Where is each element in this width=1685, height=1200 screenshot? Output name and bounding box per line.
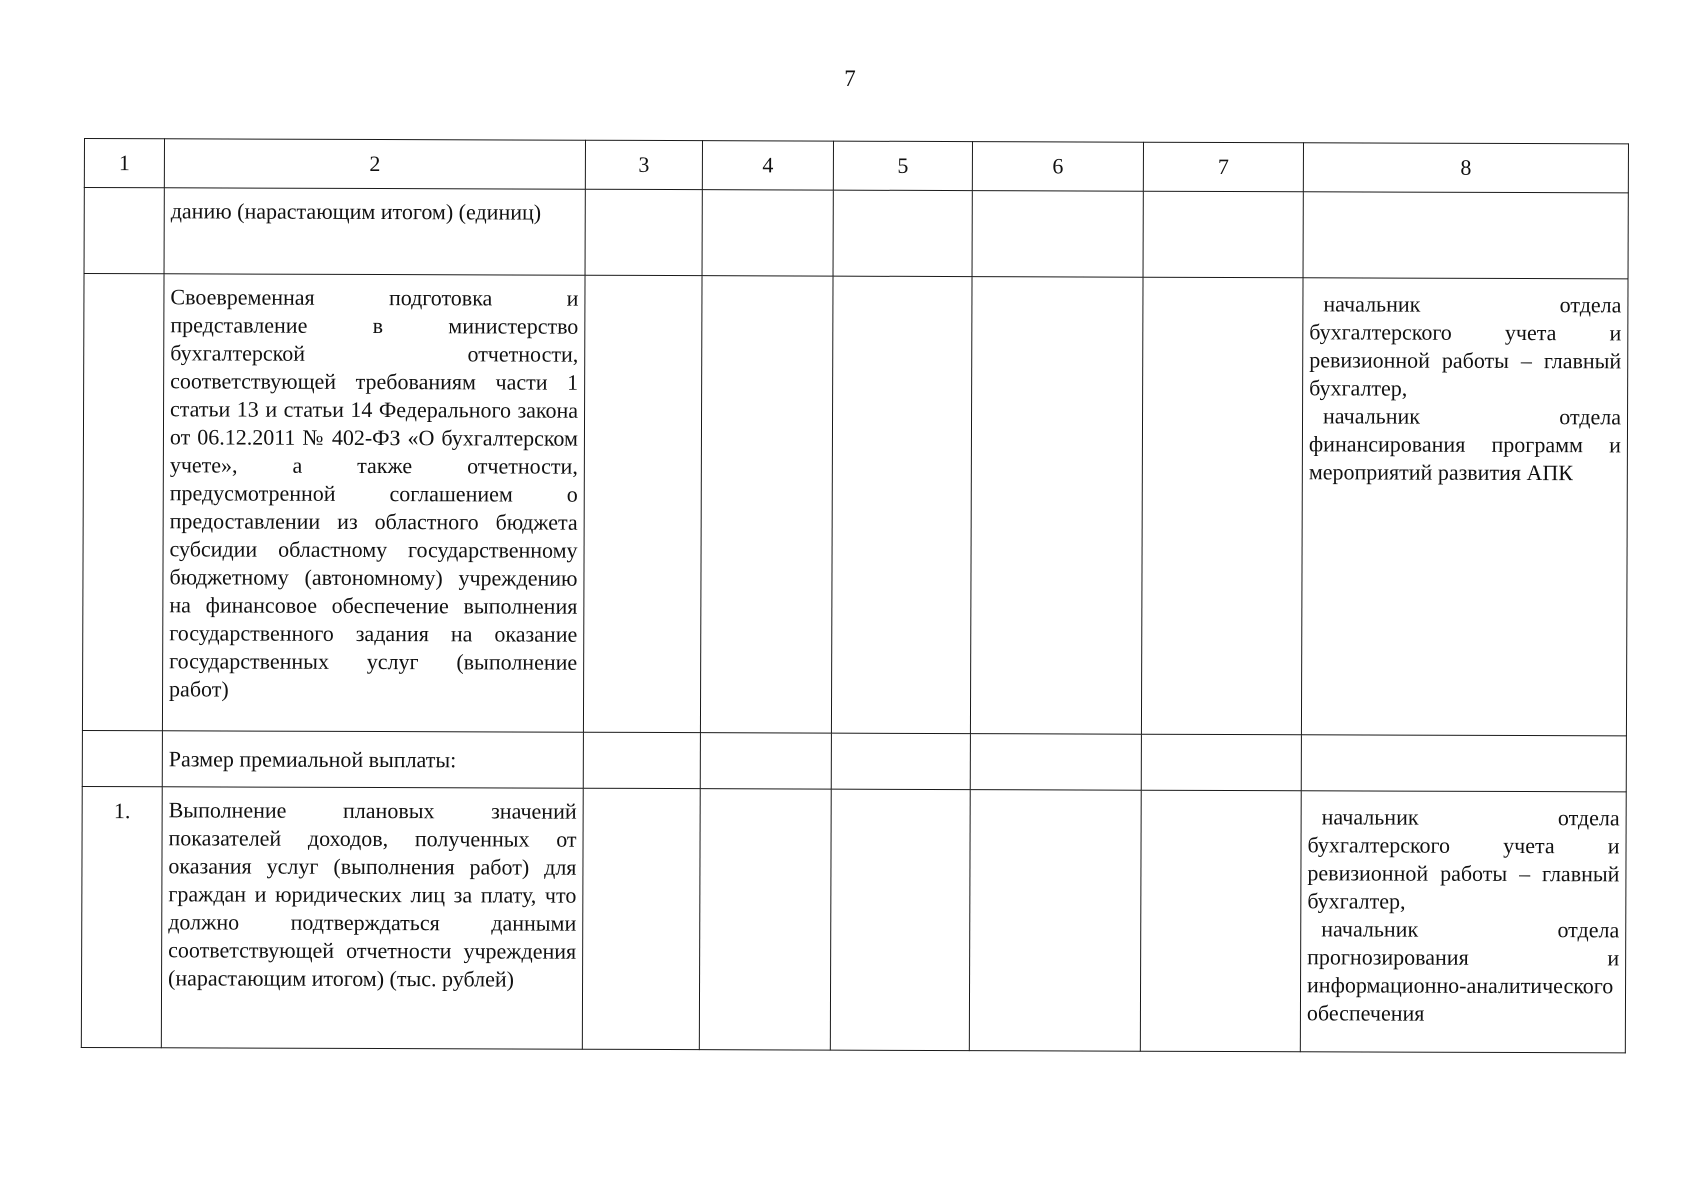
responsible-person: начальник отдела прогнозирования и информационно-аналитического обеспечения (1306, 916, 1620, 1026)
empty-cell (833, 190, 972, 276)
empty-cell (582, 788, 700, 1049)
column-header: 5 (833, 141, 972, 190)
responsible-cell (1300, 791, 1626, 1053)
table-row (82, 730, 1626, 791)
row-number: 1. (81, 786, 162, 1047)
empty-cell (831, 733, 970, 789)
empty-cell (1301, 735, 1626, 792)
empty-cell (831, 276, 972, 733)
empty-cell (585, 189, 702, 275)
row-number (84, 188, 164, 274)
empty-cell (970, 277, 1143, 735)
column-header: 1 (84, 139, 164, 188)
empty-cell (699, 789, 831, 1050)
indicator-text: данию (нарастающим итогом) (единиц) (164, 188, 585, 275)
column-header: 2 (164, 139, 585, 189)
indicator-text: Выполнение плановых значений показателей доходов, полученных от оказания услуг (выполнения работ) для граждан и юридических лиц за плату, что должно подтверждаться данными соответствующей отчетности учреждения (нарастающим итогом) (тыс. рублей) (161, 787, 583, 1049)
table-row (84, 188, 1628, 279)
table-row (82, 274, 1628, 736)
empty-cell (1143, 191, 1303, 278)
empty-cell (583, 275, 702, 732)
table-row (81, 786, 1626, 1052)
empty-cell (1140, 790, 1301, 1052)
empty-cell (1141, 734, 1301, 791)
empty-cell (830, 789, 970, 1050)
column-header: 3 (585, 140, 702, 189)
indicator-table (81, 138, 1629, 1053)
responsible-person: начальник отдела бухгалтерского учета и ревизионной работы – главный бухгалтер, (1309, 291, 1622, 401)
empty-cell (969, 790, 1141, 1052)
column-header: 7 (1143, 142, 1303, 192)
section-label: Размер премиальной выплаты: (162, 731, 583, 788)
empty-cell (972, 191, 1143, 278)
empty-cell (970, 734, 1141, 791)
empty-cell (1303, 192, 1628, 279)
row-number (82, 730, 162, 786)
column-header: 6 (972, 142, 1143, 192)
row-number (82, 274, 164, 731)
responsible-person: начальник отдела финансирования программ и мероприятий развития АПК (1308, 403, 1622, 486)
empty-cell (700, 276, 833, 733)
empty-cell (1141, 277, 1303, 735)
table-header-row (84, 139, 1628, 193)
responsible-cell (1301, 278, 1628, 736)
empty-cell (702, 190, 833, 276)
column-header: 4 (702, 141, 833, 190)
page-number: 7 (844, 66, 856, 91)
column-header: 8 (1303, 143, 1628, 193)
indicator-text: Своевременная подготовка и представление в министерство бухгалтерской отчетности, соответствующей требованиям части 1 статьи 13 и статьи 14 Федерального закона от 06.12.2011 № 402-ФЗ «О бухгалтерском учете», а также отчетности, предусмотренной соглашением о предоставлении из областного бюджета субсидии областному государственному бюджетному (автономному) учреждению на финансовое обеспечение выполнения государственного задания на оказание государственных услуг (выполнение работ) (162, 274, 585, 732)
responsible-person: начальник отдела бухгалтерского учета и ревизионной работы – главный бухгалтер, (1307, 804, 1620, 914)
empty-cell (583, 732, 700, 788)
empty-cell (700, 733, 831, 789)
